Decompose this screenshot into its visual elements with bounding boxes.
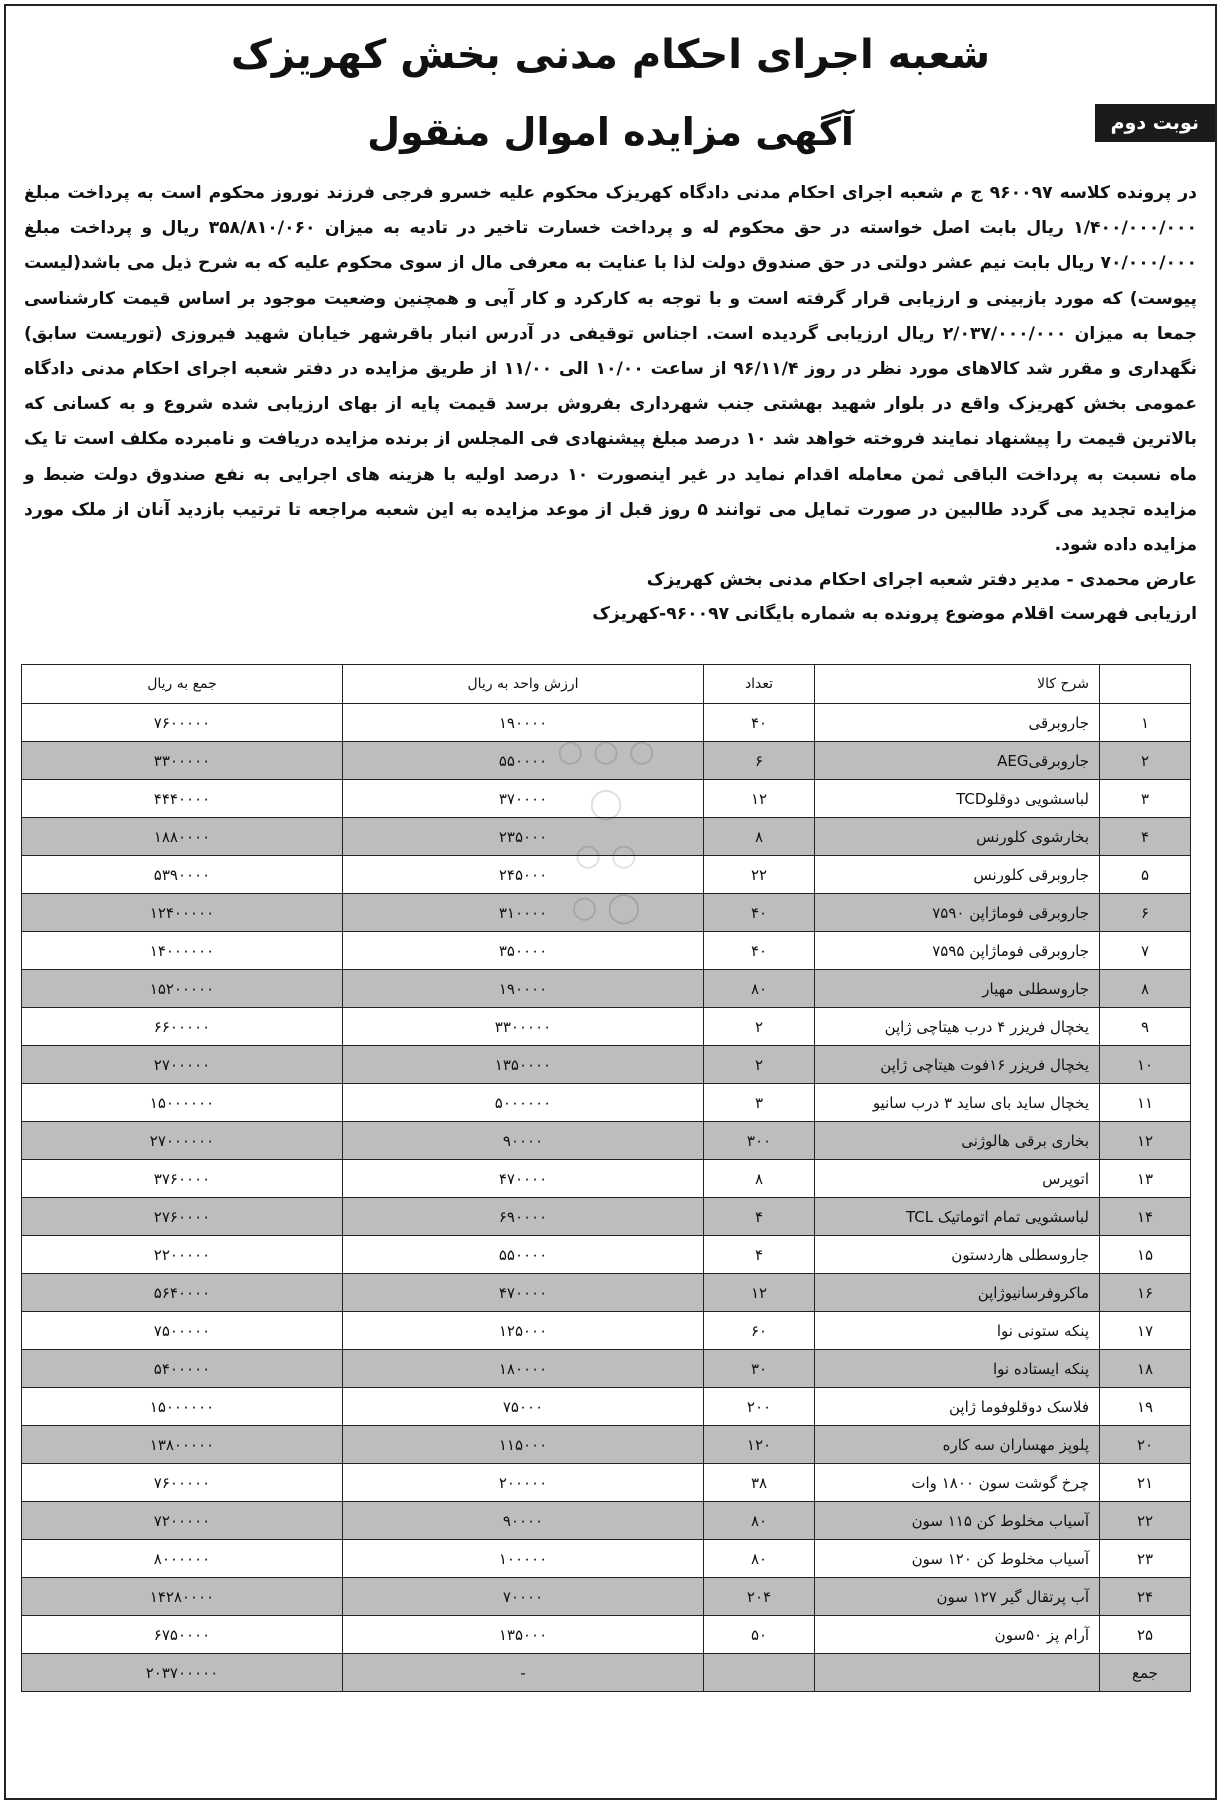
cell-total: ۳۳۰۰۰۰۰ (22, 742, 343, 780)
cell-index: ۱۶ (1100, 1274, 1191, 1312)
cell-index: ۲۴ (1100, 1578, 1191, 1616)
table-row (22, 1578, 1191, 1616)
cell-unit-value: ۳۷۰۰۰۰ (343, 780, 704, 818)
cell-unit-value: ۷۵۰۰۰ (343, 1388, 704, 1426)
cell-index: ۶ (1100, 894, 1191, 932)
cell-unit-value: ۹۰۰۰۰ (343, 1122, 704, 1160)
cell-total: ۵۶۴۰۰۰۰ (22, 1274, 343, 1312)
cell-unit-value: ۹۰۰۰۰ (343, 1502, 704, 1540)
cell-total: ۷۲۰۰۰۰۰ (22, 1502, 343, 1540)
cell-total: ۲۷۰۰۰۰۰ (22, 1046, 343, 1084)
table-header-row (22, 665, 1191, 704)
cell-description: چرخ گوشت سون ۱۸۰۰ وات (815, 1464, 1100, 1502)
table-row (22, 932, 1191, 970)
cell-description: آسیاب مخلوط کن ۱۲۰ سون (815, 1540, 1100, 1578)
cell-unit-value: ۳۱۰۰۰۰ (343, 894, 704, 932)
table-row (22, 1084, 1191, 1122)
sum-cell-unit-value: - (343, 1654, 704, 1692)
cell-quantity: ۲۲ (704, 856, 815, 894)
cell-description: آرام پز ۵۰سون (815, 1616, 1100, 1654)
cell-total: ۱۵۰۰۰۰۰۰ (22, 1388, 343, 1426)
notice-badge: نوبت دوم (1095, 104, 1215, 142)
notice-title: شعبه اجرای احکام مدنی بخش کهریزک (230, 32, 991, 78)
cell-index: ۴ (1100, 818, 1191, 856)
cell-total: ۲۷۰۰۰۰۰۰ (22, 1122, 343, 1160)
cell-unit-value: ۱۹۰۰۰۰ (343, 704, 704, 742)
table-row (22, 1160, 1191, 1198)
cell-quantity: ۸ (704, 818, 815, 856)
cell-total: ۲۲۰۰۰۰۰ (22, 1236, 343, 1274)
header-unit-value: ارزش واحد به ریال (343, 665, 704, 704)
cell-quantity: ۱۲ (704, 780, 815, 818)
watermark-stamp: ◯ ○ ○ (575, 786, 637, 873)
cell-description: یخچال ساید بای ساید ۳ درب سانیو (815, 1084, 1100, 1122)
cell-unit-value: ۵۰۰۰۰۰۰ (343, 1084, 704, 1122)
cell-total: ۱۴۰۰۰۰۰۰ (22, 932, 343, 970)
cell-total: ۵۴۰۰۰۰۰ (22, 1350, 343, 1388)
cell-quantity: ۳۰ (704, 1350, 815, 1388)
sum-cell-index: جمع (1100, 1654, 1191, 1692)
cell-unit-value: ۱۳۵۰۰۰۰ (343, 1046, 704, 1084)
cell-quantity: ۴ (704, 1236, 815, 1274)
cell-quantity: ۲ (704, 1046, 815, 1084)
sum-cell-description (815, 1654, 1100, 1692)
table-row (22, 742, 1191, 780)
cell-total: ۱۳۸۰۰۰۰۰ (22, 1426, 343, 1464)
cell-quantity: ۳ (704, 1084, 815, 1122)
cell-total: ۷۶۰۰۰۰۰ (22, 1464, 343, 1502)
cell-total: ۶۷۵۰۰۰۰ (22, 1616, 343, 1654)
cell-quantity: ۶ (704, 742, 815, 780)
cell-total: ۲۷۶۰۰۰۰ (22, 1198, 343, 1236)
cell-unit-value: ۱۳۵۰۰۰ (343, 1616, 704, 1654)
cell-total: ۷۵۰۰۰۰۰ (22, 1312, 343, 1350)
cell-quantity: ۸ (704, 1160, 815, 1198)
cell-index: ۱۸ (1100, 1350, 1191, 1388)
cell-index: ۹ (1100, 1008, 1191, 1046)
cell-description: جاروبرقی فوماژاپن ۷۵۹۵ (815, 932, 1100, 970)
cell-index: ۲ (1100, 742, 1191, 780)
cell-quantity: ۲۰۰ (704, 1388, 815, 1426)
cell-quantity: ۴ (704, 1198, 815, 1236)
cell-total: ۱۴۲۸۰۰۰۰ (22, 1578, 343, 1616)
cell-index: ۱۹ (1100, 1388, 1191, 1426)
cell-quantity: ۲۰۴ (704, 1578, 815, 1616)
table-row (22, 1274, 1191, 1312)
sum-cell-quantity (704, 1654, 815, 1692)
cell-description: جاروبرقی (815, 704, 1100, 742)
list-heading: ارزیابی فهرست اقلام موضوع پرونده به شماره بایگانی ۹۶۰۰۹۷-کهریزک (592, 604, 1197, 625)
header-description: شرح کالا (815, 665, 1100, 704)
cell-unit-value: ۲۳۵۰۰۰ (343, 818, 704, 856)
cell-unit-value: ۴۷۰۰۰۰ (343, 1274, 704, 1312)
cell-index: ۲۱ (1100, 1464, 1191, 1502)
cell-index: ۱۵ (1100, 1236, 1191, 1274)
header-index (1100, 665, 1191, 704)
cell-unit-value: ۳۵۰۰۰۰ (343, 932, 704, 970)
cell-index: ۲۲ (1100, 1502, 1191, 1540)
table-row (22, 1122, 1191, 1160)
cell-description: فلاسک دوقلوفوما ژاپن (815, 1388, 1100, 1426)
cell-description: لباسشویی دوقلوTCD (815, 780, 1100, 818)
table-row (22, 894, 1191, 932)
cell-description: یخچال فریزر ۱۶فوت هیتاچی ژاپن (815, 1046, 1100, 1084)
table-row (22, 1350, 1191, 1388)
cell-index: ۳ (1100, 780, 1191, 818)
cell-index: ۱۰ (1100, 1046, 1191, 1084)
cell-quantity: ۴۰ (704, 704, 815, 742)
cell-description: جاروبرقی فوماژاپن ۷۵۹۰ (815, 894, 1100, 932)
cell-unit-value: ۱۹۰۰۰۰ (343, 970, 704, 1008)
cell-quantity: ۳۸ (704, 1464, 815, 1502)
table-row (22, 780, 1191, 818)
cell-total: ۷۶۰۰۰۰۰ (22, 704, 343, 742)
cell-unit-value: ۲۴۵۰۰۰ (343, 856, 704, 894)
cell-unit-value: ۲۰۰۰۰۰ (343, 1464, 704, 1502)
header-total: جمع به ریال (22, 665, 343, 704)
table-row (22, 1198, 1191, 1236)
cell-quantity: ۴۰ (704, 894, 815, 932)
header-quantity: تعداد (704, 665, 815, 704)
cell-total: ۶۶۰۰۰۰۰ (22, 1008, 343, 1046)
table-row (22, 1502, 1191, 1540)
cell-description: لباسشویی تمام اتوماتیک TCL (815, 1198, 1100, 1236)
table-row (22, 1426, 1191, 1464)
cell-total: ۸۰۰۰۰۰۰ (22, 1540, 343, 1578)
items-table (21, 664, 1191, 1692)
cell-index: ۱۲ (1100, 1122, 1191, 1160)
cell-description: جاروبرقی کلورنس (815, 856, 1100, 894)
table-row (22, 1236, 1191, 1274)
table-sum-row (22, 1654, 1191, 1692)
cell-description: جاروسطلی هاردستون (815, 1236, 1100, 1274)
cell-total: ۱۲۴۰۰۰۰۰ (22, 894, 343, 932)
cell-total: ۵۳۹۰۰۰۰ (22, 856, 343, 894)
cell-description: جاروبرقیAEG (815, 742, 1100, 780)
table-row (22, 1388, 1191, 1426)
cell-quantity: ۵۰ (704, 1616, 815, 1654)
cell-quantity: ۸۰ (704, 1502, 815, 1540)
cell-quantity: ۶۰ (704, 1312, 815, 1350)
cell-quantity: ۱۲۰ (704, 1426, 815, 1464)
cell-quantity: ۱۲ (704, 1274, 815, 1312)
cell-unit-value: ۱۱۵۰۰۰ (343, 1426, 704, 1464)
cell-unit-value: ۱۰۰۰۰۰ (343, 1540, 704, 1578)
sum-cell-total: ۲۰۳۷۰۰۰۰۰ (22, 1654, 343, 1692)
cell-quantity: ۲ (704, 1008, 815, 1046)
signer-line: عارض محمدی - مدیر دفتر شعبه اجرای احکام مدنی بخش کهریزک (646, 570, 1197, 591)
cell-total: ۳۷۶۰۰۰۰ (22, 1160, 343, 1198)
cell-quantity: ۳۰۰ (704, 1122, 815, 1160)
notice-body: در پرونده کلاسه ۹۶۰۰۹۷ ج م شعبه اجرای احکام مدنی دادگاه کهریزک محکوم علیه خسرو فرجی فرزند نوروز محکوم است به پرداخت مبلغ ۱/۴۰۰/۰۰۰/۰۰۰ ریال بابت اصل خواسته در حق محکوم له و پرداخت خسارت تاخیر در تادیه به میزان ۳۵۸/۸۱۰/۰۶۰ ریال و پرداخت مبلغ ۷۰/۰۰۰/۰۰۰ ریال بابت نیم عشر دولتی در حق صندوق دولت لذا با عنایت به معرفی مال از سوی محکوم علیه که به شرح ذیل می باشد(لیست پیوست) که مورد بازبینی و ارزیابی قرار گرفته است و با توجه به کارکرد و کار آیی و همچنین وضعیت موجود بر اساس قیمت کارشناسی جمعا به میزان ۲/۰۳۷/۰۰۰/۰۰۰ ریال ارزیابی گردیده است. اجناس توقیفی در آدرس انبار باقرشهر خیابان شهید فیروزی (توریست سابق) نگهداری و مقرر شد کالاهای مورد نظر در روز ۹۶/۱۱/۴ از ساعت ۱۰/۰۰ الی ۱۱/۰۰ از طریق مزایده در دفتر شعبه اجرای احکام مدنی دادگاه عمومی بخش کهریزک واقع در بلوار شهید بهشتی جنب شهرداری بفروش برسد قیمت پایه از بهای ارزیابی شده شروع و به کسانی که بالاترین قیمت را پیشنهاد نمایند فروخته خواهد شد ۱۰ درصد مبلغ پیشنهادی فی المجلس از برنده مزایده دریافت و نامبرده مکلف است تا یک ماه نسبت به پرداخت الباقی ثمن معامله اقدام نماید در غیر اینصورت ۱۰ درصد اولیه با هزینه های اجرایی به نفع صندوق دولت ضبط و مزایده تجدید می گردد طالبین در صورت تمایل می توانند ۵ روز قبل از موعد مزایده به این شعبه مراجعه تا ترتیب بازدید آنان از ملک مورد مزایده داده شود. (24, 183, 1198, 556)
cell-index: ۱۳ (1100, 1160, 1191, 1198)
cell-unit-value: ۱۲۵۰۰۰ (343, 1312, 704, 1350)
cell-index: ۱۴ (1100, 1198, 1191, 1236)
cell-index: ۲۳ (1100, 1540, 1191, 1578)
cell-total: ۱۵۲۰۰۰۰۰ (22, 970, 343, 1008)
table-row (22, 704, 1191, 742)
cell-index: ۸ (1100, 970, 1191, 1008)
cell-description: جاروسطلی مهیار (815, 970, 1100, 1008)
cell-description: پلوپز مهساران سه کاره (815, 1426, 1100, 1464)
cell-description: آب پرتقال گیر ۱۲۷ سون (815, 1578, 1100, 1616)
table-row (22, 1312, 1191, 1350)
cell-quantity: ۴۰ (704, 932, 815, 970)
table-row (22, 1464, 1191, 1502)
cell-description: یخچال فریزر ۴ درب هیتاچی ژاپن (815, 1008, 1100, 1046)
notice-subtitle: آگهی مزایده اموال منقول (367, 110, 854, 154)
notice-header (6, 6, 1215, 176)
cell-description: پنکه ایستاده نوا (815, 1350, 1100, 1388)
cell-description: بخاری برقی هالوژنی (815, 1122, 1100, 1160)
cell-index: ۷ (1100, 932, 1191, 970)
cell-index: ۲۰ (1100, 1426, 1191, 1464)
table-row (22, 1008, 1191, 1046)
cell-total: ۱۸۸۰۰۰۰ (22, 818, 343, 856)
cell-unit-value: ۴۷۰۰۰۰ (343, 1160, 704, 1198)
notice-page (4, 4, 1217, 1800)
cell-unit-value: ۱۸۰۰۰۰ (343, 1350, 704, 1388)
cell-total: ۴۴۴۰۰۰۰ (22, 780, 343, 818)
cell-total: ۱۵۰۰۰۰۰۰ (22, 1084, 343, 1122)
cell-unit-value: ۳۳۰۰۰۰۰ (343, 1008, 704, 1046)
cell-unit-value: ۵۵۰۰۰۰ (343, 742, 704, 780)
table-row (22, 856, 1191, 894)
cell-index: ۲۵ (1100, 1616, 1191, 1654)
cell-index: ۱ (1100, 704, 1191, 742)
cell-quantity: ۸۰ (704, 970, 815, 1008)
cell-unit-value: ۷۰۰۰۰ (343, 1578, 704, 1616)
table-row (22, 818, 1191, 856)
cell-index: ۱۱ (1100, 1084, 1191, 1122)
cell-index: ۱۷ (1100, 1312, 1191, 1350)
table-row (22, 1046, 1191, 1084)
cell-index: ۵ (1100, 856, 1191, 894)
cell-unit-value: ۵۵۰۰۰۰ (343, 1236, 704, 1274)
cell-description: ماکروفرسانیوژاپن (815, 1274, 1100, 1312)
table-row (22, 970, 1191, 1008)
cell-unit-value: ۶۹۰۰۰۰ (343, 1198, 704, 1236)
cell-description: بخارشوی کلورنس (815, 818, 1100, 856)
cell-description: آسیاب مخلوط کن ۱۱۵ سون (815, 1502, 1100, 1540)
cell-quantity: ۸۰ (704, 1540, 815, 1578)
cell-description: اتوپرس (815, 1160, 1100, 1198)
table-row (22, 1616, 1191, 1654)
table-body (22, 704, 1191, 1692)
cell-description: پنکه ستونی نوا (815, 1312, 1100, 1350)
table-row (22, 1540, 1191, 1578)
